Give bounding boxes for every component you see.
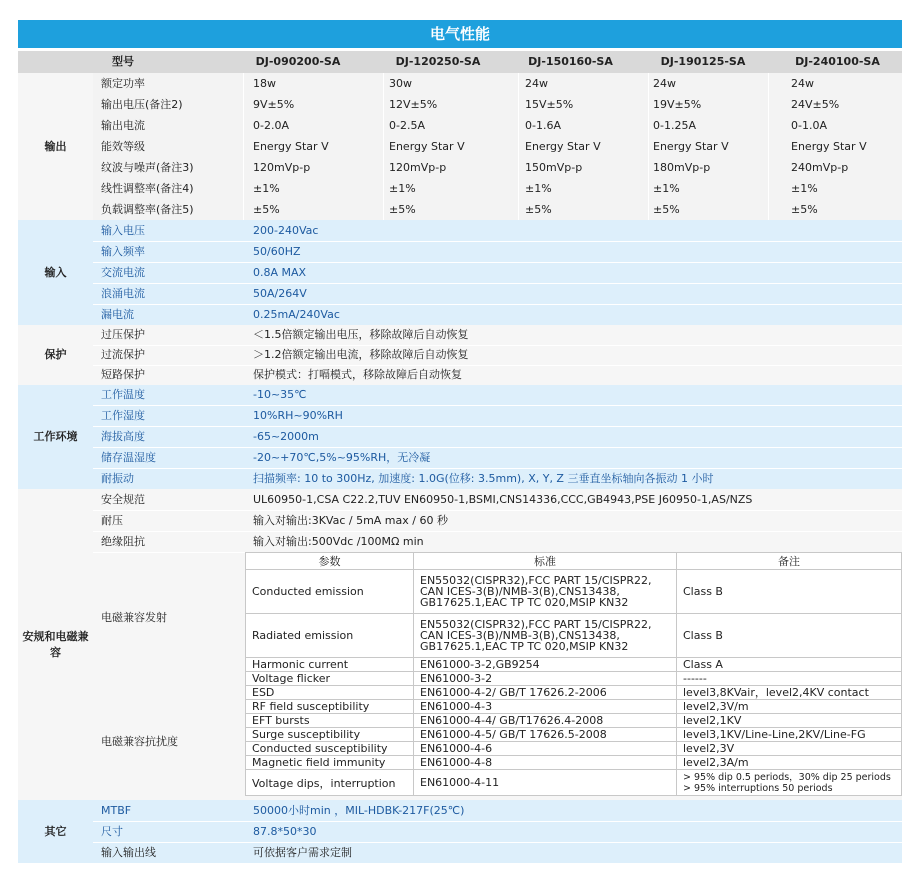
cell: ±1% [389,182,416,195]
emc-standard: EN61000-4-2/ GB/T 17626.2-2006 [414,686,677,700]
cell: 10%RH~90%RH [253,409,343,422]
cell: -20~+70℃,5%~95%RH，无冷凝 [253,451,431,464]
cell: Energy Star V [525,140,601,153]
column-divider [243,73,244,220]
cell: ±1% [253,182,280,195]
emc-standard: EN55032(CISPR32),FCC PART 15/CISPR22, CAN ICES-3(B)/NMB-3(B),CNS13438, GB17625.1,EAC TP TC 020,MSIP KN32 [414,570,677,614]
cell: 15V±5% [525,98,574,111]
row-label: 额定功率 [101,77,145,90]
emc-param: Surge susceptibility [246,728,414,742]
section-label: 输出 [44,140,67,153]
emc-note: level2,1KV [677,714,902,728]
column-divider [383,73,384,220]
cell: 0-2.5A [389,119,425,132]
cell: -65~2000m [253,430,319,443]
model-header: DJ-120250-SA [395,55,481,68]
table-row [93,385,902,406]
emc-standard: EN61000-4-4/ GB/T17626.4-2008 [414,714,677,728]
row-label: 浪涌电流 [101,287,145,300]
cell: ±5% [389,203,416,216]
page-title: 电气性能 [18,20,902,48]
emc-standard: EN61000-3-2 [414,672,677,686]
cell: Energy Star V [389,140,465,153]
table-row [93,157,902,179]
row-label: MTBF [101,804,132,817]
table-row [93,510,902,532]
row-label: 耐振动 [101,472,134,485]
emc-param: Harmonic current [246,658,414,672]
emc-table [245,552,902,796]
emc-header: 备注 [677,553,902,570]
table-row [93,365,902,386]
emc-param: RF field susceptibility [246,700,414,714]
emc-param: Radiated emission [246,614,414,658]
row-label: 能效等级 [101,140,145,153]
emc-note: level2,3A/m [677,756,902,770]
emc-note: level2,3V [677,742,902,756]
cell: -10~35℃ [253,388,307,401]
row-label: 输出电压(备注2) [101,98,183,111]
model-header: DJ-090200-SA [255,55,341,68]
cell: 12V±5% [389,98,438,111]
cell: ±1% [653,182,680,195]
row-label: 储存温湿度 [101,451,156,464]
cell: 0-1.0A [791,119,827,132]
table-row [93,241,902,263]
row-label: 纹波与噪声(备注3) [101,161,194,174]
emc-note: Class B [677,614,902,658]
emc-standard: EN55032(CISPR32),FCC PART 15/CISPR22, CAN ICES-3(B)/NMB-3(B),CNS13438, GB17625.1,EAC TP TC 020,MSIP KN32 [414,614,677,658]
cell: 19V±5% [653,98,702,111]
section-label: 其它 [44,825,67,838]
table-row [93,800,902,822]
cell: 24w [791,77,814,90]
table-row [93,842,902,864]
cell: 24w [653,77,676,90]
column-divider [768,73,769,220]
safety-emc-section [18,489,902,800]
other-section [18,800,902,863]
cell: 0-1.6A [525,119,561,132]
row-label: 漏电流 [101,308,134,321]
row-label: 线性调整率(备注4) [101,182,194,195]
cell: 50/60HZ [253,245,301,258]
table-row [93,447,902,469]
cell: ±5% [525,203,552,216]
emc-standard: EN61000-4-6 [414,742,677,756]
table-row [93,345,902,366]
table-row [93,94,902,116]
table-row [246,614,902,658]
section-label: 保护 [44,348,67,361]
row-label: 输出电流 [101,119,145,132]
output-section [18,73,902,220]
section-label: 工作环境 [33,430,78,443]
cell: ＞1.2倍额定输出电流，移除故障后自动恢复 [253,348,469,361]
table-row [93,531,902,553]
table-row [93,468,902,490]
emc-header: 参数 [246,553,414,570]
emc-standard: EN61000-4-5/ GB/T 17626.5-2008 [414,728,677,742]
cell: 18w [253,77,276,90]
table-row [246,770,902,796]
cell: 0.8A MAX [253,266,307,279]
table-row [246,742,902,756]
row-label: 短路保护 [101,368,145,381]
table-row [93,220,902,242]
table-row [246,700,902,714]
emc-note: Class A [677,658,902,672]
section-label: 输入 [44,266,67,279]
row-label: 耐压 [101,514,123,527]
cell: 0-1.25A [653,119,696,132]
emc-standard: EN61000-4-11 [414,770,677,796]
cell: ±1% [525,182,552,195]
table-row [93,178,902,200]
emc-standard: EN61000-3-2,GB9254 [414,658,677,672]
cell: UL60950-1,CSA C22.2,TUV EN60950-1,BSMI,CNS14336,CCC,GB4943,PSE J60950-1,AS/NZS [253,493,753,506]
table-row [246,756,902,770]
cell: 200-240Vac [253,224,319,237]
table-row [93,115,902,137]
cell: 24w [525,77,548,90]
cell: Energy Star V [791,140,867,153]
emc-param: Voltage dips，interruption [246,770,414,796]
table-row [93,325,902,346]
table-row [93,426,902,448]
table-row [246,686,902,700]
emc-note: level2,3V/m [677,700,902,714]
table-row [93,405,902,427]
table-row [246,728,902,742]
cell: Energy Star V [253,140,329,153]
cell: 240mVp-p [791,161,849,174]
row-label: 安全规范 [101,493,145,506]
table-row [93,199,902,221]
emc-standard: EN61000-4-8 [414,756,677,770]
cell: 150mVp-p [525,161,583,174]
cell: ±5% [791,203,818,216]
protection-section [18,325,902,385]
column-header-row [18,51,902,73]
table-row [93,283,902,305]
table-row [246,714,902,728]
model-header: DJ-150160-SA [528,55,613,68]
emc-note: ------ [677,672,902,686]
cell: 0.25mA/240Vac [253,308,340,321]
row-label: 过压保护 [101,328,145,341]
cell: ＜1.5倍额定输出电压，移除故障后自动恢复 [253,328,469,341]
table-row [93,136,902,158]
row-label: 过流保护 [101,348,145,361]
emc-param: Voltage flicker [246,672,414,686]
cell: 120mVp-p [253,161,311,174]
cell: 30w [389,77,412,90]
table-row [93,73,902,95]
row-label: 工作湿度 [101,409,145,422]
row-label: 交流电流 [101,266,145,279]
cell: ±5% [653,203,680,216]
model-header: DJ-190125-SA [660,55,746,68]
cell: ±1% [791,182,818,195]
cell: 24V±5% [791,98,840,111]
emc-param: Conducted emission [246,570,414,614]
environment-section [18,385,902,489]
cell: 保护模式：打嗝模式，移除故障后自动恢复 [253,368,462,381]
column-divider [518,73,519,220]
row-label: 输入频率 [101,245,145,258]
emc-param: Conducted susceptibility [246,742,414,756]
row-label: 负载调整率(备注5) [101,203,194,216]
row-label: 输入输出线 [101,846,156,859]
row-label: 绝缘阻抗 [101,535,145,548]
emc-immunity-label: 电磁兼容抗扰度 [101,735,178,748]
emc-note: Class B [677,570,902,614]
emc-header: 标准 [414,553,677,570]
cell: 180mVp-p [653,161,711,174]
cell: 输入对输出:500Vdc /100MΩ min [253,535,424,548]
model-header: DJ-240100-SA [795,55,880,68]
table-row [93,821,902,843]
row-label: 工作温度 [101,388,145,401]
table-row [246,658,902,672]
table-row [93,262,902,284]
row-label: 尺寸 [101,825,123,838]
cell: ±5% [253,203,280,216]
cell: 扫描频率: 10 to 300Hz, 加速度: 1.0G(位移: 3.5mm), X, Y, Z 三垂直坐标轴向各振动 1 小时 [253,472,714,485]
table-row [246,570,902,614]
cell: 50000小时min ，MIL-HDBK-217F(25℃) [253,804,465,817]
column-divider [648,73,649,220]
row-label: 海拔高度 [101,430,145,443]
cell: Energy Star V [653,140,729,153]
emc-param: Magnetic field immunity [246,756,414,770]
emc-note: > 95% dip 0.5 periods，30% dip 25 periods > 95% interruptions 50 periods [677,770,902,796]
cell: 0-2.0A [253,119,289,132]
cell: 87.8*50*30 [253,825,317,838]
table-row [93,489,902,511]
emc-note: level3,8KVair，level2,4KV contact [677,686,902,700]
cell: 9V±5% [253,98,295,111]
emc-emission-label: 电磁兼容发射 [101,611,167,624]
emc-param: EFT bursts [246,714,414,728]
cell: 50A/264V [253,287,307,300]
cell: 可依据客户需求定制 [253,846,352,859]
input-section [18,220,902,325]
model-column-label: 型号 [112,55,134,68]
emc-note: level3,1KV/Line-Line,2KV/Line-FG [677,728,902,742]
emc-standard: EN61000-4-3 [414,700,677,714]
row-label: 输入电压 [101,224,145,237]
cell: 输入对输出:3KVac / 5mA max / 60 秒 [253,514,448,527]
cell: 120mVp-p [389,161,447,174]
emc-param: ESD [246,686,414,700]
table-row [246,672,902,686]
table-row [93,304,902,326]
section-label: 安规和电磁兼容 [22,630,89,659]
